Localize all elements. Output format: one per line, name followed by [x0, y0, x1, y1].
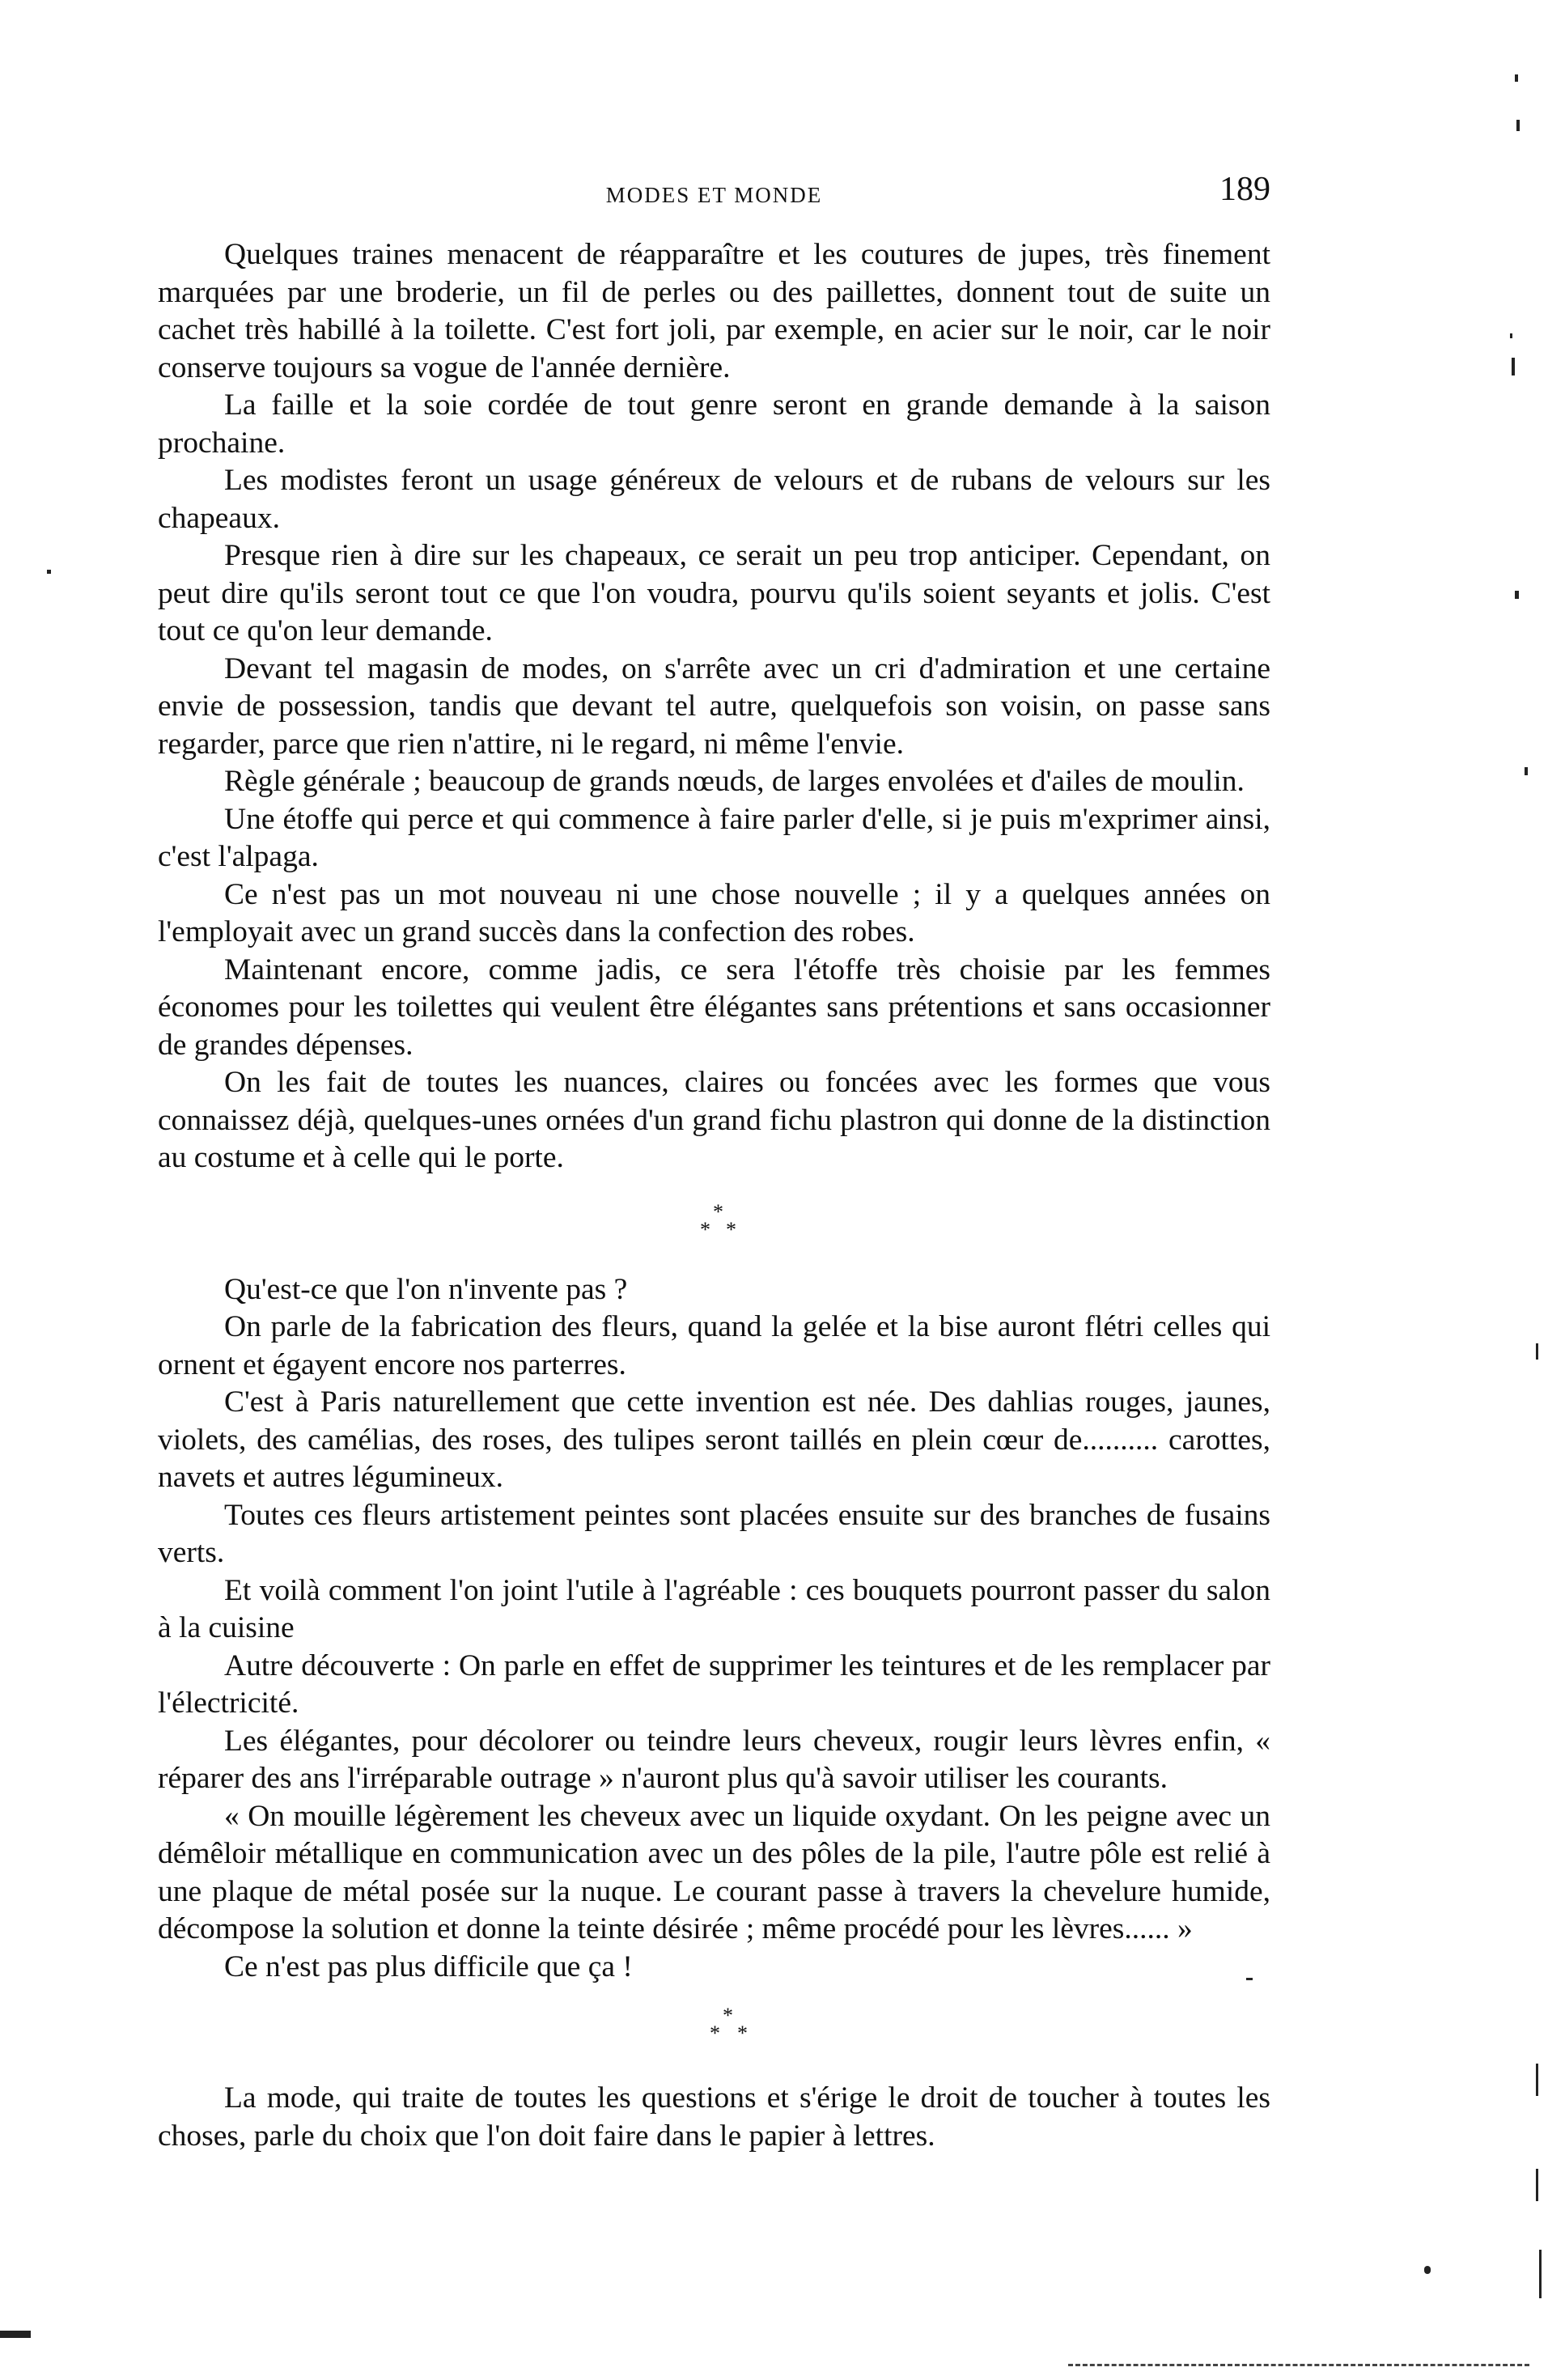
paragraph: On les fait de toutes les nuances, claires ou foncées avec les formes que vous connaissez déjà, quelques-unes ornées d'un grand fichu plastron qui donne de la distinction au costume et à celle qui le porte. [158, 1066, 1270, 1174]
paragraph: « On mouille légèrement les cheveux avec un liquide oxydant. On les peigne avec un démêloir métallique en communication avec un des pôles de la pile, l'autre pôle est relié à une plaque de métal posée sur la nuque. Le courant passe à travers la chevelure humide, décompose la solution et donne la teinte désirée ; même procédé pour les lèvres...... » [158, 1799, 1270, 1945]
page-number: 189 [1219, 171, 1270, 208]
margin-speck [1525, 767, 1528, 775]
running-head [158, 170, 1270, 218]
margin-speck [1424, 2266, 1431, 2274]
asterisk-icon: * [737, 2022, 748, 2045]
asterism-divider [158, 1177, 1270, 1271]
asterisk-icon: * [726, 1217, 736, 1241]
section-1 [158, 236, 1270, 1177]
margin-speck [1510, 333, 1512, 338]
scan-bottom-edge [1068, 2364, 1529, 2366]
paragraph: Ce n'est pas plus difficile que ça ! [224, 1949, 633, 1983]
paragraph: Maintenant encore, comme jadis, ce sera l'étoffe très choisie par les femmes économes pour les toilettes qui veulent être élégantes sans prétentions et sans occasionner de grandes dépenses. [158, 952, 1270, 1062]
asterisk-icon: * [723, 2004, 733, 2027]
paragraph: Règle générale ; beaucoup de grands nœuds, de larges envolées et d'ailes de moulin. [224, 765, 1245, 798]
paragraph: Les modistes feront un usage généreux de velours et de rubans de velours sur les chapeaux. [158, 464, 1270, 535]
margin-speck [1536, 2064, 1538, 2096]
paragraph: Ce n'est pas un mot nouveau ni une chose nouvelle ; il y a quelques années on l'employait avec un grand succès dans la confection des robes. [158, 877, 1270, 948]
paragraph: Les élégantes, pour décolorer ou teindre leurs cheveux, rougir leurs lèvres enfin, « réparer des ans l'irréparable outrage » n'auront plus qu'à savoir utiliser les courants. [158, 1724, 1270, 1795]
paragraph: Quelques traines menacent de réapparaître et les coutures de jupes, très finement marquées par une broderie, un fil de perles ou des paillettes, donnent tout de suite un cachet très habillé à la toilette. C'est fort joli, par exemple, en acier sur le noir, car le noir conserve toujours sa vogue de l'année dernière. [158, 238, 1270, 384]
margin-speck [1536, 2169, 1538, 2201]
section-3 [158, 2080, 1270, 2155]
paragraph: La mode, qui traite de toutes les questions et s'érige le droit de toucher à toutes les choses, parle du choix que l'on doit faire dans le papier à lettres. [158, 2081, 1270, 2153]
running-title: MODES ET MONDE [605, 183, 823, 207]
paragraph: La faille et la soie cordée de tout genre seront en grande demande à la saison prochaine. [158, 388, 1270, 460]
asterisk-icon: * [700, 1217, 710, 1241]
asterism-divider [158, 1986, 1270, 2080]
paragraph: C'est à Paris naturellement que cette invention est née. Des dahlias rouges, jaunes, violets, des camélias, des roses, des tulipes seront taillés en plein cœur de.......... carottes, navets et autres légumineux. [158, 1385, 1270, 1494]
margin-speck [1515, 74, 1518, 82]
paragraph: Autre découverte : On parle en effet de supprimer les teintures et de les remplacer par l'électricité. [158, 1648, 1270, 1720]
asterisk-icon: * [710, 2022, 720, 2045]
paragraph: On parle de la fabrication des fleurs, quand la gelée et la bise auront flétri celles qui ornent et égayent encore nos parterres. [158, 1310, 1270, 1381]
asterisk-icon: * [713, 1199, 723, 1224]
margin-speck [1539, 2250, 1542, 2298]
margin-speck [1515, 591, 1519, 599]
paragraph: Presque rien à dire sur les chapeaux, ce serait un peu trop anticiper. Cependant, on peut dire qu'ils seront tout ce que l'on voudra, pourvu qu'ils soient seyants et jolis. C'est tout ce qu'on leur demande. [158, 539, 1270, 647]
body-text [158, 236, 1270, 2155]
margin-speck [1516, 120, 1520, 131]
paragraph: Qu'est-ce que l'on n'invente pas ? [224, 1272, 628, 1306]
paragraph: Devant tel magasin de modes, on s'arrête avec un cri d'admiration et une certaine envie de possession, tandis que devant tel autre, quelquefois son voisin, on passe sans regarder, parce que rien n'attire, ni le regard, ni même l'envie. [158, 651, 1270, 761]
scan-edge-mark [0, 2331, 31, 2338]
paragraph: Toutes ces fleurs artistement peintes sont placées ensuite sur des branches de fusains verts. [158, 1498, 1270, 1569]
margin-speck [1512, 358, 1515, 375]
margin-speck [1536, 1343, 1538, 1360]
margin-speck [1246, 1978, 1253, 1980]
section-2 [158, 1271, 1270, 1987]
paragraph: Et voilà comment l'on joint l'utile à l'agréable : ces bouquets pourront passer du salon à la cuisine [158, 1573, 1270, 1644]
margin-speck [47, 570, 51, 574]
paragraph: Une étoffe qui perce et qui commence à faire parler d'elle, si je puis m'exprimer ainsi, c'est l'alpaga. [158, 802, 1270, 873]
